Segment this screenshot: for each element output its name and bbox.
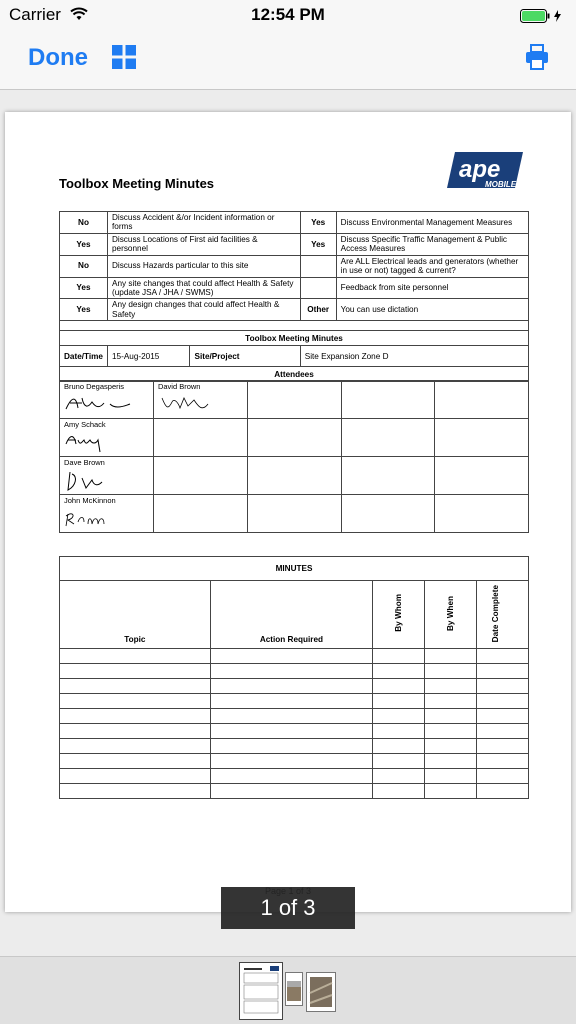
checklist-item: Discuss Hazards particular to this site	[107, 255, 300, 277]
grid-icon[interactable]	[112, 45, 136, 74]
checklist-item: Discuss Specific Traffic Management & Public Access Measures	[336, 233, 528, 255]
attendee-name: Dave Brown	[64, 458, 105, 467]
checklist-answer: No	[60, 212, 108, 234]
action-column-header: Action Required	[210, 581, 373, 649]
document-page[interactable]	[5, 112, 571, 912]
page-indicator: 1 of 3	[221, 887, 355, 929]
signature-image	[158, 394, 218, 414]
signature-image	[64, 432, 114, 454]
signature-image	[64, 508, 124, 530]
date-complete-column-header: Date Complete	[490, 584, 500, 642]
checklist-item: Any site changes that could affect Health & Safety (update JSA / JHA / SWMS)	[107, 277, 300, 299]
date-label: Date/Time	[60, 346, 108, 367]
minutes-row	[60, 664, 529, 679]
attendees-heading: Attendees	[60, 367, 529, 382]
checklist-item: Any design changes that could affect Health & Safety	[107, 299, 300, 321]
attendee-cell	[153, 381, 247, 419]
checklist-answer: Yes	[60, 233, 108, 255]
checklist-answer: Other	[300, 299, 336, 321]
minutes-row	[60, 784, 529, 799]
minutes-row	[60, 694, 529, 709]
attendee-name: Amy Schack	[64, 420, 106, 429]
checklist-item: You can use dictation	[336, 299, 528, 321]
checklist-item: Discuss Accident &/or Incident information or forms	[107, 212, 300, 234]
checklist-answer: Yes	[60, 277, 108, 299]
minutes-row	[60, 679, 529, 694]
minutes-row	[60, 754, 529, 769]
checklist-row	[60, 299, 529, 321]
signature-image	[64, 394, 134, 412]
page-thumbnail-1[interactable]	[239, 962, 283, 1020]
meeting-heading: Toolbox Meeting Minutes	[60, 331, 529, 346]
checklist-row	[60, 212, 529, 234]
company-logo	[445, 150, 525, 197]
battery-icon	[520, 8, 566, 22]
status-bar	[0, 0, 576, 30]
attendee-name: David Brown	[157, 382, 201, 391]
checklist-answer	[300, 255, 336, 277]
svg-text:ape: ape	[459, 156, 501, 183]
checklist-answer	[300, 277, 336, 299]
attendee-cell	[60, 419, 154, 457]
checklist-item: Are ALL Electrical leads and generators (whether in use or not) tagged & current?	[336, 255, 528, 277]
printer-icon[interactable]	[526, 44, 548, 75]
minutes-row	[60, 649, 529, 664]
document-title: Toolbox Meeting Minutes	[59, 176, 215, 191]
minutes-row	[60, 709, 529, 724]
checklist-table	[59, 211, 529, 382]
checklist-item: Feedback from site personnel	[336, 277, 528, 299]
minutes-row	[60, 739, 529, 754]
carrier-label: Carrier	[9, 5, 61, 24]
minutes-table	[59, 556, 529, 799]
minutes-row	[60, 769, 529, 784]
checklist-answer: Yes	[300, 233, 336, 255]
topic-column-header: Topic	[60, 581, 211, 649]
checklist-row	[60, 277, 529, 299]
thumbnail-strip	[0, 956, 576, 1024]
minutes-heading: MINUTES	[60, 557, 529, 581]
attendee-cell	[60, 495, 154, 533]
checklist-answer: Yes	[60, 299, 108, 321]
page-thumbnail-2[interactable]	[285, 972, 303, 1006]
clock: 12:54 PM	[251, 5, 325, 24]
attendee-name: John McKinnon	[64, 496, 116, 505]
checklist-item: Discuss Environmental Management Measures	[336, 212, 528, 234]
minutes-row	[60, 724, 529, 739]
checklist-row	[60, 255, 529, 277]
attendee-cell	[60, 457, 154, 495]
signature-image	[64, 470, 114, 492]
page-thumbnail-3[interactable]	[306, 972, 336, 1012]
by-when-column-header: By When	[445, 595, 455, 631]
attendee-name: Bruno Degasperis	[64, 382, 125, 391]
checklist-answer: No	[60, 255, 108, 277]
checklist-row	[60, 233, 529, 255]
svg-text:MOBILE: MOBILE	[485, 180, 517, 189]
done-button[interactable]: Done	[28, 44, 88, 71]
site-label: Site/Project	[194, 351, 240, 361]
checklist-answer: Yes	[300, 212, 336, 234]
navigation-bar	[0, 30, 576, 90]
checklist-item: Discuss Locations of First aid facilities & personnel	[107, 233, 300, 255]
date-value: 15-Aug-2015	[108, 346, 190, 366]
site-value: Site Expansion Zone D	[300, 346, 528, 367]
attendees-table	[59, 380, 529, 533]
by-whom-column-header: By Whom	[393, 594, 403, 633]
attendee-cell	[60, 381, 154, 419]
